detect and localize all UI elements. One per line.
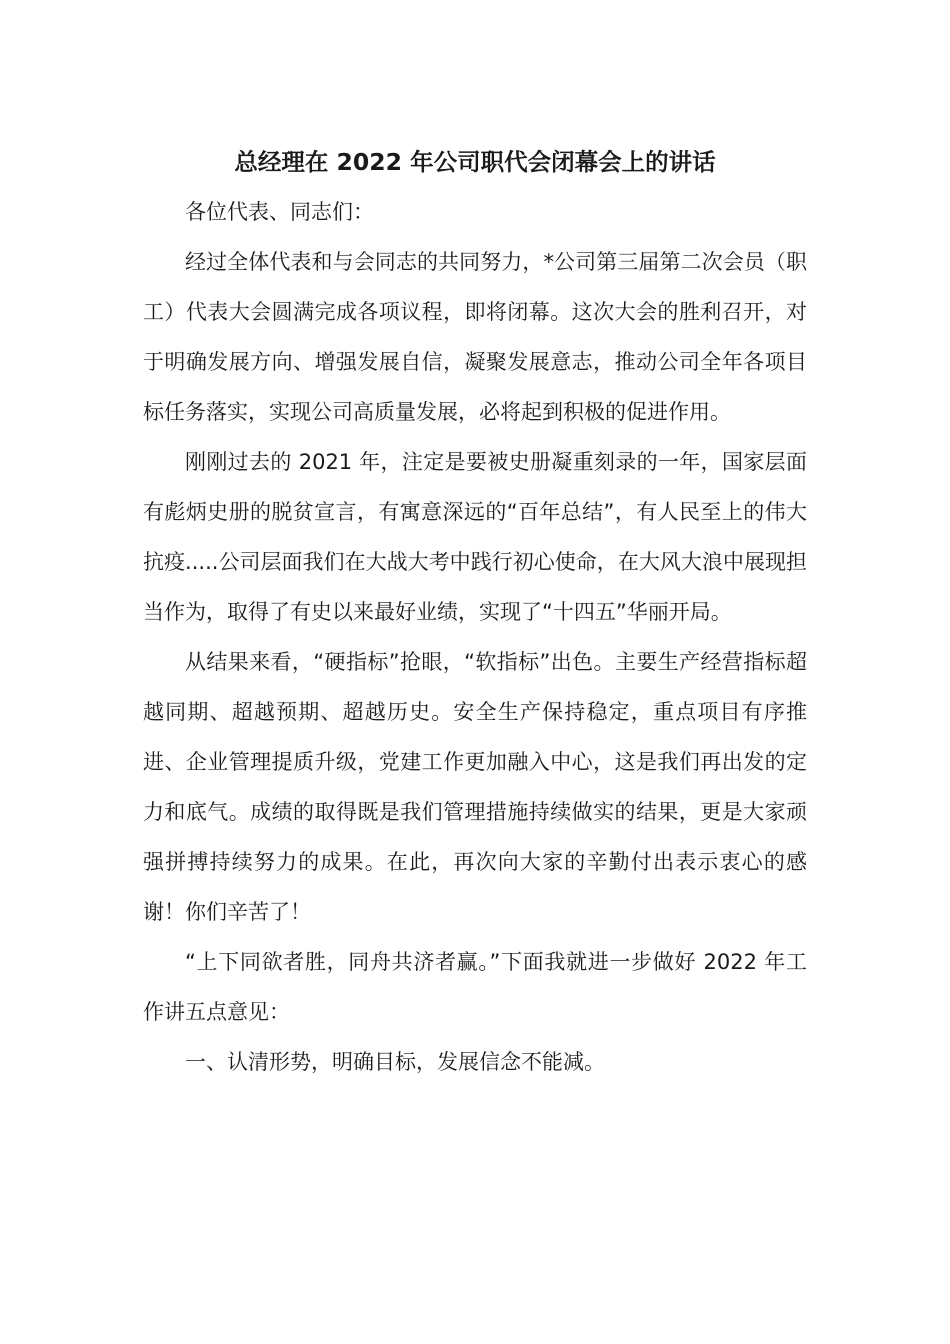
- body-paragraph: 刚刚过去的 2021 年，注定是要被史册凝重刻录的一年，国家层面有彪炳史册的脱贫宣言，有寓意深远的“百年总结”，有人民至上的伟大抗疫.....公司层面我们在大战大考中践行初心使命，在大风大浪中展现担当作为，取得了有史以来最好业绩，实现了“十四五”华丽开局。: [143, 450, 807, 624]
- body-paragraph: “上下同欲者胜，同舟共济者赢。”下面我就进一步做好 2022 年工作讲五点意见：: [143, 950, 807, 1024]
- body-paragraph: 经过全体代表和与会同志的共同努力，*公司第三届第二次会员（职工）代表大会圆满完成各项议程，即将闭幕。这次大会的胜利召开，对于明确发展方向、增强发展自信，凝聚发展意志，推动公司全年各项目标任务落实，实现公司高质量发展，必将起到积极的促进作用。: [143, 250, 807, 424]
- document-title: 总经理在 2022 年公司职代会闭幕会上的讲话: [234, 148, 716, 176]
- section-heading: 一、认清形势，明确目标，发展信念不能减。: [185, 1050, 605, 1074]
- document-body: [143, 142, 807, 1087]
- salutation-paragraph: 各位代表、同志们：: [185, 200, 374, 224]
- body-paragraph: 从结果来看，“硬指标”抢眼，“软指标”出色。主要生产经营指标超越同期、超越预期、超越历史。安全生产保持稳定，重点项目有序推进、企业管理提质升级，党建工作更加融入中心，这是我们再出发的定力和底气。成绩的取得既是我们管理措施持续做实的结果，更是大家顽强拼搏持续努力的成果。在此，再次向大家的辛勤付出表示衷心的感谢！你们辛苦了！: [143, 650, 807, 924]
